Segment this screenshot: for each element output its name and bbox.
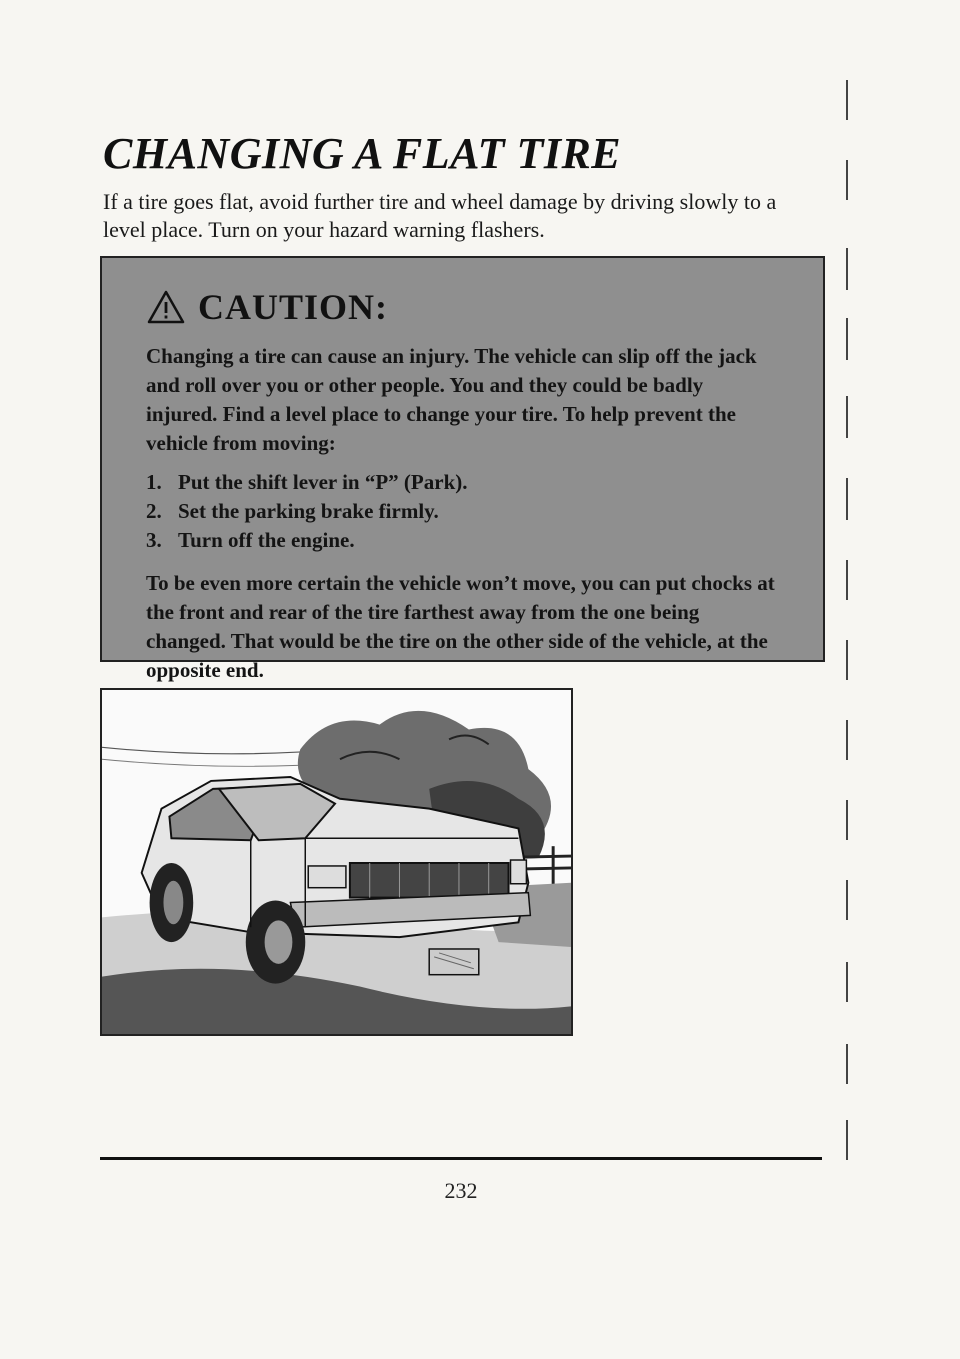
caution-paragraph: To be even more certain the vehicle won’t move, you can put chocks at the front and rear of the tire farthest away from the one being changed. That would be the tire on the other side of the vehicle, at the opposite end. [146,571,775,682]
step-text: Set the parking brake firmly. [178,499,439,523]
binding-mark [846,640,848,680]
binding-mark [846,800,848,840]
binding-mark [846,478,848,520]
binding-mark [846,80,848,120]
binding-mark [846,1120,848,1160]
step-number: 1. [146,470,162,494]
step-number: 2. [146,499,162,523]
parked-car-drawing [102,690,571,1034]
warning-triangle-icon [146,289,186,325]
step-text: Turn off the engine. [178,528,355,552]
binding-mark [846,560,848,600]
caution-step [146,468,779,497]
binding-mark [846,248,848,290]
caution-box [100,256,825,682]
binding-mark [846,318,848,360]
page-number: 232 [444,1178,478,1203]
caution-header [146,286,779,328]
intro-paragraph: If a tire goes flat, avoid further tire and wheel damage by driving slowly to a level place. Turn on your hazard warning flashers. [103,189,777,242]
caution-step [146,497,779,526]
binding-mark [846,160,848,200]
step-number: 3. [146,528,162,552]
binding-mark [846,396,848,438]
caution-label: CAUTION: [198,287,389,327]
caution-step [146,526,779,555]
binding-mark [846,1044,848,1084]
step-text: Put the shift lever in “P” (Park). [178,470,468,494]
binding-mark [846,720,848,760]
caution-steps [146,468,779,555]
binding-mark [846,962,848,1002]
caution-paragraph: Changing a tire can cause an injury. The vehicle can slip off the jack and roll over you or other people. You and they could be badly injured. Find a level place to change your tire. To help prevent the vehicle from moving: [146,344,757,455]
page-title: CHANGING A FLAT TIRE [103,129,622,178]
footer-rule [100,1157,822,1160]
binding-mark [846,880,848,920]
car-illustration [100,688,573,1036]
